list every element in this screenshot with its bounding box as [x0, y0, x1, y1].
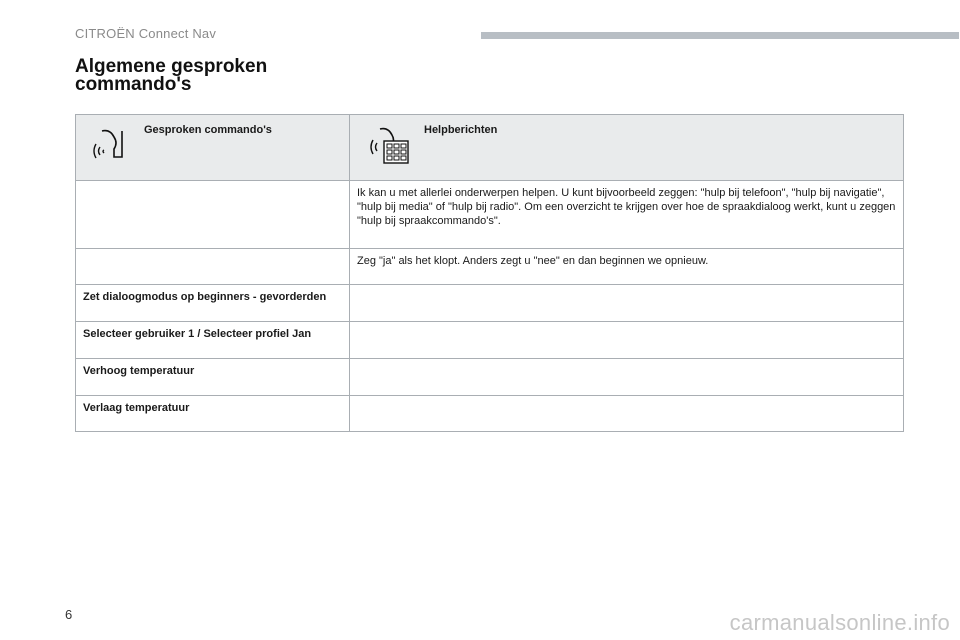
help-text	[350, 285, 903, 295]
header-rule	[481, 32, 959, 39]
table-row	[76, 285, 904, 322]
table-row	[76, 181, 904, 249]
help-cell	[350, 359, 904, 396]
help-text	[350, 322, 903, 332]
table-header-row	[76, 115, 904, 181]
page-number: 6	[65, 607, 73, 622]
command-cell	[76, 181, 350, 249]
command-text: Zet dialoogmodus op beginners - gevorderden	[83, 291, 327, 303]
table-row	[76, 359, 904, 396]
command-text: Verhoog temperatuur	[83, 365, 195, 377]
help-cell	[350, 322, 904, 359]
voice-commands-table	[75, 114, 904, 432]
table-row	[76, 396, 904, 432]
header-label-help-messages: Helpberichten	[424, 124, 498, 136]
help-cell	[350, 181, 904, 249]
command-cell	[76, 249, 350, 285]
watermark: carmanualsonline.info	[729, 610, 950, 635]
command-cell	[76, 285, 350, 322]
help-text	[350, 396, 903, 406]
table-row	[76, 322, 904, 359]
header-cell-voice-commands	[76, 115, 350, 181]
command-cell	[76, 396, 350, 432]
command-text	[76, 249, 349, 259]
command-text: Verlaag temperatuur	[83, 402, 190, 414]
help-cell	[350, 285, 904, 322]
command-cell	[76, 322, 350, 359]
page-title: Algemene gesproken commando's	[75, 56, 268, 95]
header-label-voice-commands: Gesproken commando's	[144, 124, 272, 136]
voice-command-icon	[92, 127, 128, 163]
voice-help-messages-icon	[368, 125, 412, 165]
help-cell	[350, 249, 904, 285]
help-text: Zeg "ja" als het klopt. Anders zegt u "nee" en dan beginnen we opnieuw.	[357, 255, 709, 267]
help-text: Ik kan u met allerlei onderwerpen helpen. U kunt bijvoorbeeld zeggen: "hulp bij telefoon", "hulp bij navigatie", "hulp bij media" of "hulp bij radio". Om een overzicht te krijgen over hoe de spraakdialoog werkt, kunt u zeggen "hulp bij spraakcommando's".	[357, 187, 896, 227]
help-text	[350, 359, 903, 369]
command-text: Selecteer gebruiker 1 / Selecteer profiel Jan	[83, 328, 312, 340]
table-row	[76, 249, 904, 285]
command-text	[76, 181, 349, 191]
help-cell	[350, 396, 904, 432]
command-cell	[76, 359, 350, 396]
document-header-title: CITROËN Connect Nav	[75, 26, 217, 41]
header-cell-help-messages	[350, 115, 904, 181]
